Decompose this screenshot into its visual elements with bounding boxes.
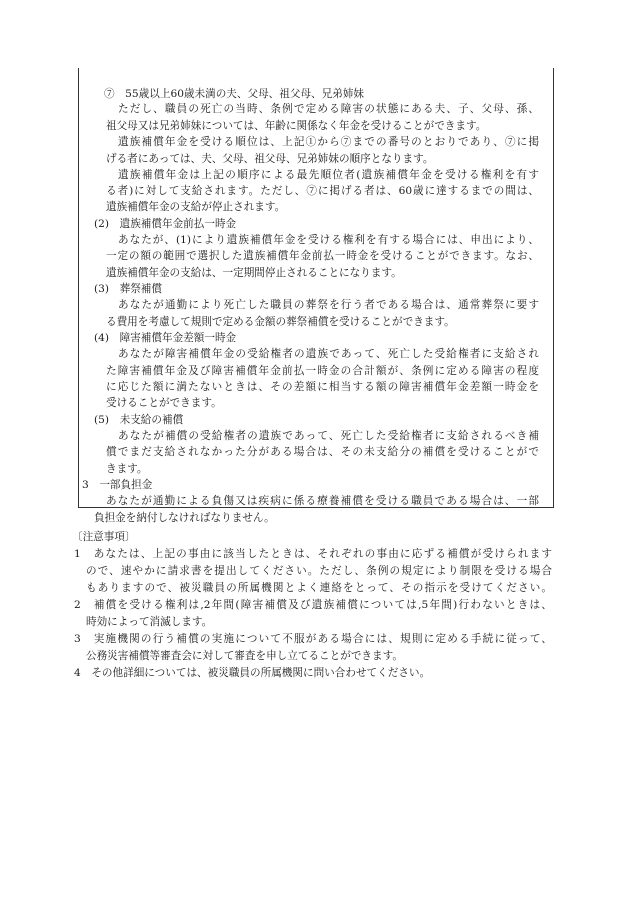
- text-line: 受けることができます。: [106, 397, 222, 409]
- text-line: 負担金を納付しなければなりません。: [94, 512, 275, 524]
- note-line: 3 実施機関の行う補償の実施について不服がある場合には、規則に定める手続に従って、: [74, 633, 552, 645]
- text-line: 償でまだ支給されなかった分がある場合は、その未支給分の補償を受けることがで: [106, 446, 539, 458]
- note-line: 1 あなたは、上記の事由に該当したときは、それぞれの事由に応ずる補償が受けられます: [74, 548, 552, 560]
- note-line: 公務災害補償等審査会に対して審査を申し立てることができます。: [86, 650, 403, 662]
- note-line: もありますので、被災職員の所属機関とよく連絡をとって、その指示を受けてください。: [86, 582, 552, 594]
- text-line: きます。: [106, 463, 148, 475]
- note-line: 2 補償を受ける権利は,2年間(障害補償及び遺族補償については,5年間)行わないときは、: [74, 599, 552, 611]
- text-line: あなたが通勤による負傷又は疾病に係る療養補償を受ける職員である場合は、一部: [106, 495, 539, 507]
- text-line: あなたが、(1)により遺族補償年金を受ける権利を有する場合には、申出により、: [118, 234, 539, 246]
- note-line: 4 その他詳細については、被災職員の所属機関に問い合わせてください。: [74, 667, 431, 679]
- text-line: る者)に対して支給されます。ただし、⑦に掲げる者は、60歳に達するまでの間は、: [106, 185, 539, 197]
- text-line: あなたが通勤により死亡した職員の葬祭を行う者である場合は、通常葬祭に要す: [118, 299, 539, 311]
- text-line: た障害補償年金及び障害補償年金前払一時金の合計額が、条例に定める障害の程度: [106, 365, 539, 377]
- section-heading: (5) 未支給の補償: [94, 414, 184, 426]
- section-heading: (4) 障害補償年金差額一時金: [94, 332, 237, 344]
- text-line: あなたが障害補償年金の受給権者の遺族であって、死亡した受給権者に支給され: [118, 348, 539, 360]
- note-line: ので、速やかに請求書を提出してください。ただし、条例の規定により制限を受ける場合: [86, 565, 552, 577]
- section-heading: 3 一部負担金: [82, 479, 153, 491]
- text-line: げる者にあっては、夫、父母、祖父母、兄弟姉妹の順序となります。: [106, 153, 434, 165]
- text-line: る費用を考慮して規則で定める金額の葬祭補償を受けることができます。: [106, 316, 455, 328]
- text-line: ⑦ 55歳以上60歳未満の夫、父母、祖父母、兄弟姉妹: [104, 88, 365, 100]
- note-line: 時効によって消滅します。: [86, 616, 213, 628]
- text-line: あなたが補償の受給権者の遺族であって、死亡した受給権者に支給されるべき補: [118, 430, 539, 442]
- section-heading: (3) 葬祭補償: [94, 283, 162, 295]
- text-line: 一定の額の範囲で選択した遺族補償年金前払一時金を受けることができます。なお、: [106, 250, 539, 262]
- text-line: 遺族補償年金の支給が停止されます。: [106, 201, 286, 213]
- text-line: に応じた額に満たないときは、その差額に相当する額の障害補償年金差額一時金を: [106, 381, 539, 393]
- text-line: 遺族補償年金を受ける順位は、上記①から⑦までの番号のとおりであり、⑦に掲: [118, 136, 539, 148]
- notes-heading: 〔注意事項〕: [72, 531, 136, 543]
- text-line: 遺族補償年金は上記の順序による最先順位者(遺族補償年金を受ける権利を有す: [118, 169, 539, 181]
- text-line: ただし、職員の死亡の当時、条例で定める障害の状態にある夫、子、父母、孫、: [118, 103, 539, 115]
- text-line: 祖父母又は兄弟姉妹については、年齢に関係なく年金を受けることができます。: [106, 120, 487, 132]
- section-heading: (2) 遺族補償年金前払一時金: [94, 218, 237, 230]
- text-line: 遺族補償年金の支給は、一定期間停止されることになります。: [106, 267, 402, 279]
